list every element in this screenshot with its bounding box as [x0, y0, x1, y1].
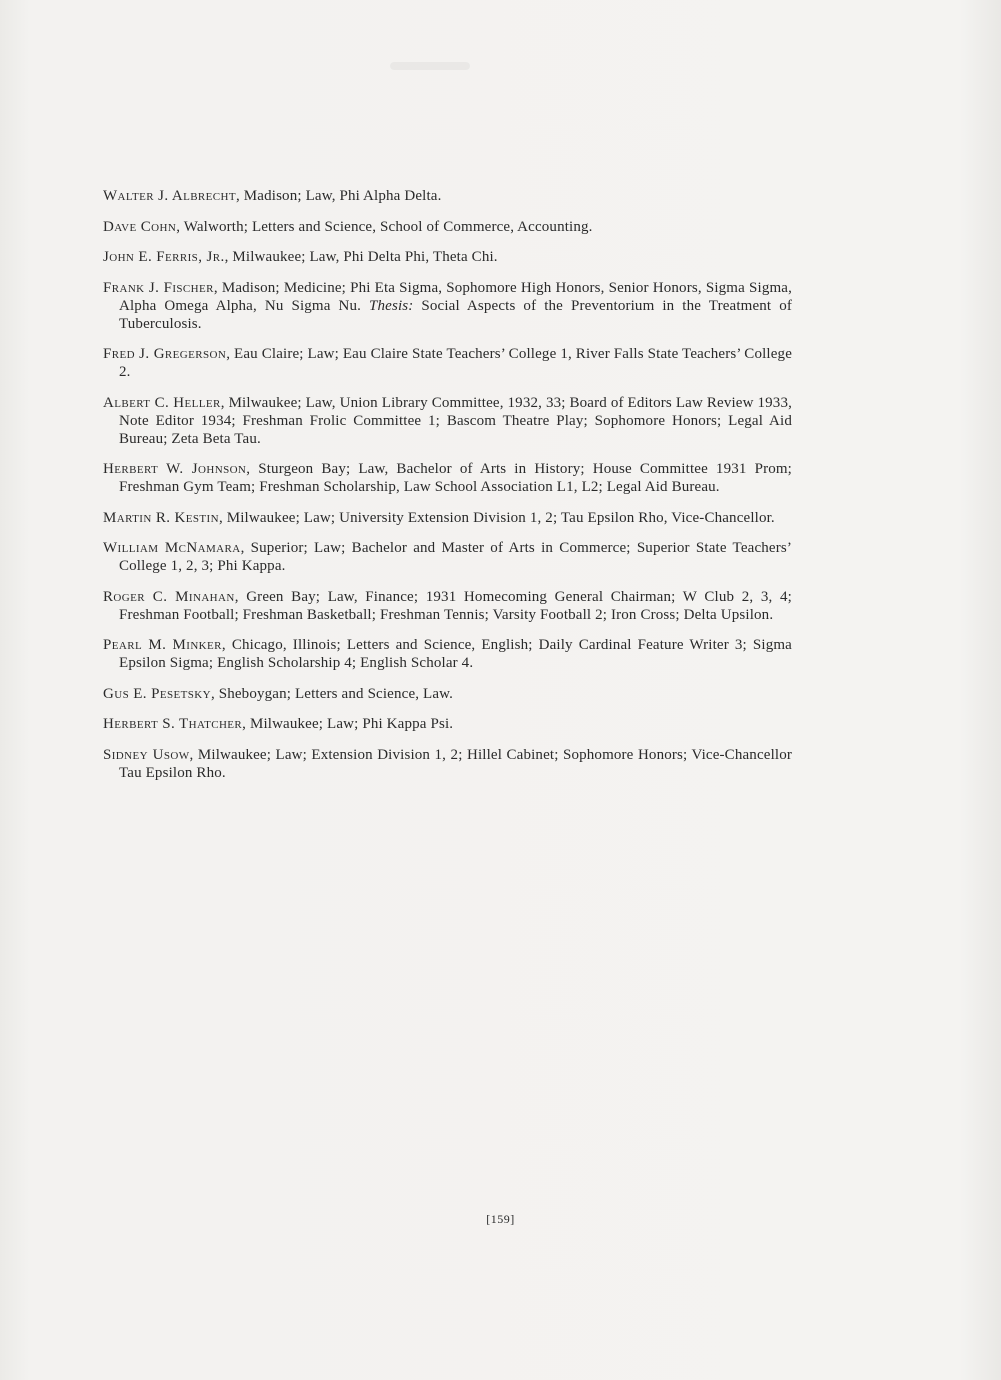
entry-text: , Milwaukee; Law; Extension Division 1, 2; Hillel Cabinet; Sophomore Honors; Vice-Chancellor Tau Epsilon Rho. [119, 746, 792, 781]
entry-name: Walter J. Albrecht [103, 188, 236, 204]
entry-text: , Walworth; Letters and Science, School of Commerce, Accounting. [176, 218, 593, 235]
entry [103, 685, 792, 703]
entry-name: Albert C. Heller [103, 394, 221, 411]
entry-name: Fred J. Gregerson [103, 346, 227, 362]
entry-text: , Milwaukee; Law; Phi Kappa Psi. [242, 716, 454, 732]
entry-name: William McNamara [103, 540, 241, 556]
entry-text: , Sturgeon Bay; Law, Bachelor of Arts in History; House Committee 1931 Prom; Freshman Gym Team; Freshman Scholarship, Law School Association L1, L2; Legal Aid Bureau. [119, 461, 792, 495]
entry-name: Martin R. Kestin [103, 509, 219, 526]
bleed-through-mark [390, 62, 470, 70]
entry-name: Gus E. Pesetsky [103, 685, 211, 702]
entry-name: Herbert W. Johnson [103, 461, 247, 477]
entry [103, 187, 792, 205]
entry-text: , Sheboygan; Letters and Science, Law. [210, 685, 454, 702]
entry-name: Pearl M. Minker [103, 637, 222, 653]
entry [103, 715, 792, 733]
entry [103, 345, 792, 381]
entry-text: , Milwaukee; Law, Phi Delta Phi, Theta Chi. [224, 249, 498, 265]
entry [103, 279, 792, 333]
entry-thesis-label: Thesis: [369, 297, 414, 314]
entry [103, 394, 792, 448]
entry-text: , Milwaukee; Law; University Extension Division 1, 2; Tau Epsilon Rho, Vice-Chancellor. [218, 509, 775, 526]
entry-name: Sidney Usow [103, 746, 190, 763]
entry [103, 509, 792, 527]
entry-text: , Madison; Medicine; Phi Eta Sigma, Sophomore High Honors, Senior Honors, Sigma Sigma, Alpha Omega Alpha, Nu Sigma Nu. [119, 279, 792, 314]
entry-name: Dave Cohn [103, 218, 177, 235]
entry-text: , Milwaukee; Law, Union Library Committee, 1932, 33; Board of Editors Law Review 1933, Note Editor 1934; Freshman Frolic Committee 1; Bascom Theatre Play; Sophomore Honors; Legal Aid Bureau; Zeta Beta Tau. [119, 394, 792, 447]
entry-text: , Eau Claire; Law; Eau Claire State Teachers’ College 1, River Falls State Teachers’ College 2. [119, 346, 792, 380]
entry-text-continued: Social Aspects of the Preventorium in the Treatment of Tuberculosis. [119, 297, 792, 332]
entry [103, 636, 792, 672]
entry [103, 539, 792, 575]
entry-text: , Green Bay; Law, Finance; 1931 Homecoming General Chairman; W Club 2, 3, 4; Freshman Football; Freshman Basketball; Freshman Tennis; Varsity Football 2; Iron Cross; Delta Upsilon. [119, 588, 792, 623]
entry-text: , Madison; Law, Phi Alpha Delta. [236, 188, 442, 204]
entry [103, 588, 792, 624]
page-number: [159] [486, 1212, 515, 1226]
entry-name: Herbert S. Thatcher [103, 716, 243, 732]
entry [103, 746, 792, 782]
entry-list [103, 187, 792, 794]
entry [103, 248, 792, 266]
entry-text: , Superior; Law; Bachelor and Master of Arts in Commerce; Superior State Teachers’ College 1, 2, 3; Phi Kappa. [119, 540, 792, 574]
entry [103, 218, 792, 236]
entry [103, 460, 792, 496]
entry-name: Roger C. Minahan [103, 588, 235, 605]
entry-text: , Chicago, Illinois; Letters and Science, English; Daily Cardinal Feature Writer 3; Sigma Epsilon Sigma; English Scholarship 4; English Scholar 4. [119, 637, 792, 671]
entry-name: Frank J. Fischer [103, 279, 214, 296]
entry-name: John E. Ferris, Jr. [103, 249, 225, 265]
